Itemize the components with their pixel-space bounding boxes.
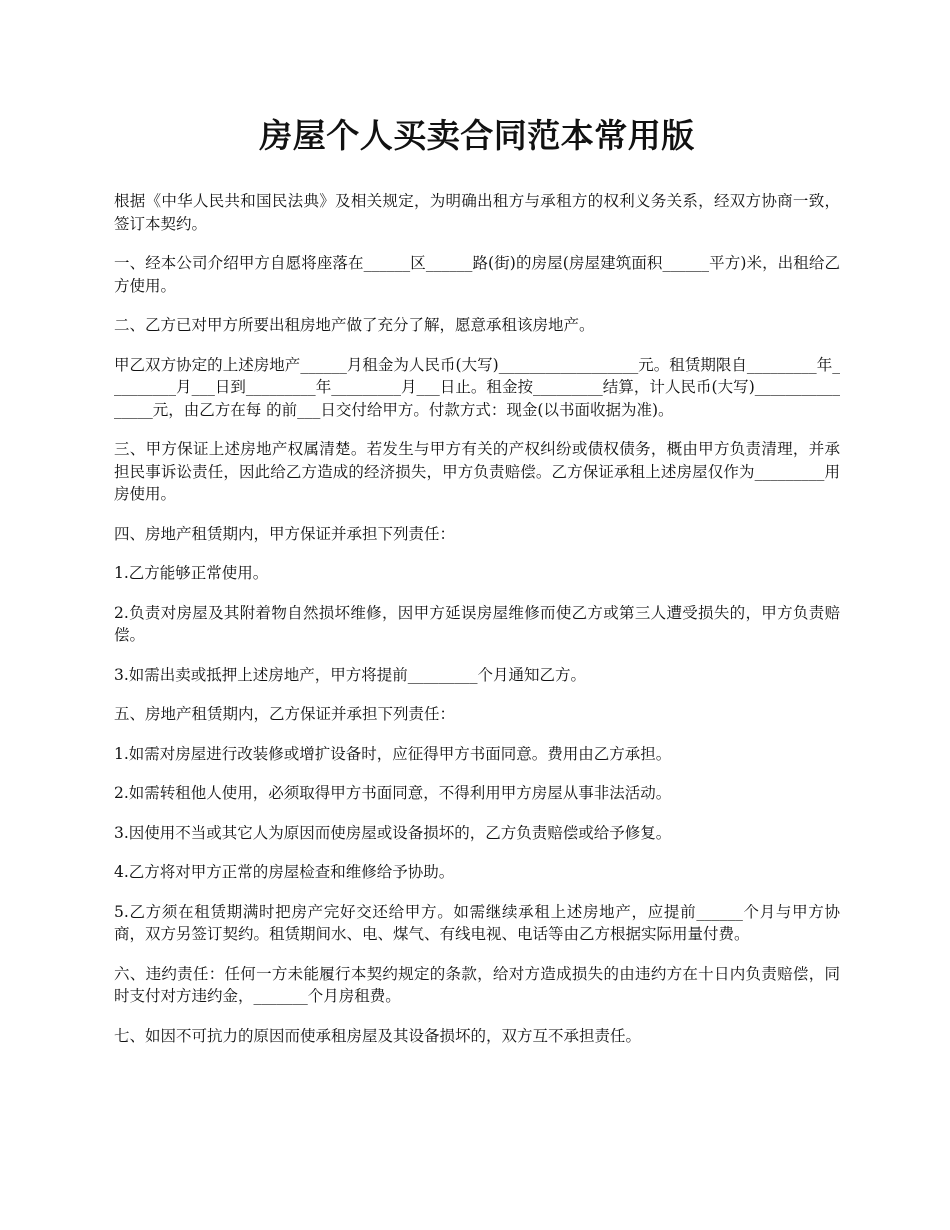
paragraph-clause-6: 六、违约责任：任何一方未能履行本契约规定的条款，给对方造成损失的由违约方在十日内负责赔偿，同时支付对方违约金，_______个月房租费。: [114, 964, 840, 1005]
paragraph-clause-5-item-3: 3.因使用不当或其它人为原因而使房屋或设备损坏的，乙方负责赔偿或给予修复。: [114, 823, 672, 842]
paragraph-clause-5-item-5: 5.乙方须在租赁期满时把房产完好交还给甲方。如需继续承租上述房地产，应提前______个月与甲方协商，双方另签订契约。租赁期间水、电、煤气、有线电视、电话等由乙方根据实际用量付费。: [114, 902, 840, 943]
paragraph-preamble: 根据《中华人民共和国民法典》及相关规定，为明确出租方与承租方的权利义务关系，经双方协商一致，签订本契约。: [114, 192, 840, 233]
document-page: [114, 112, 840, 1064]
paragraph-clause-4-item-1: 1.乙方能够正常使用。: [114, 564, 269, 582]
paragraph-clause-1: 一、经本公司介绍甲方自愿将座落在______区______路(街)的房屋(房屋建筑面积______平方)米，出租给乙方使用。: [114, 254, 840, 295]
paragraph-clause-5-item-2: 2.如需转租他人使用，必须取得甲方书面同意，不得利用甲方房屋从事非法活动。: [114, 784, 672, 802]
paragraph-clause-5-item-4: 4.乙方将对甲方正常的房屋检查和维修给予协助。: [114, 863, 455, 881]
paragraph-clause-2: 二、乙方已对甲方所要出租房地产做了充分了解，愿意承租该房地产。: [114, 316, 595, 334]
paragraph-clause-4-item-2: 2.负责对房屋及其附着物自然损坏维修，因甲方延误房屋维修而使乙方或第三人遭受损失的，甲方负责赔偿。: [114, 603, 840, 644]
paragraph-clause-3: 三、甲方保证上述房地产权属清楚。若发生与甲方有关的产权纠纷或债权债务，概由甲方负责清理，并承担民事诉讼责任，因此给乙方造成的经济损失，甲方负责赔偿。乙方保证承租上述房屋仅作为_________用房使用。: [114, 440, 840, 503]
paragraph-clause-5-item-1: 1.如需对房屋进行改装修或增扩设备时，应征得甲方书面同意。费用由乙方承担。: [114, 744, 672, 763]
paragraph-clause-4-heading: 四、房地产租赁期内，甲方保证并承担下列责任：: [114, 524, 456, 543]
paragraph-clause-7: 七、如因不可抗力的原因而使承租房屋及其设备损坏的，双方互不承担责任。: [114, 1026, 642, 1045]
paragraph-clause-5-heading: 五、房地产租赁期内，乙方保证并承担下列责任：: [114, 705, 456, 723]
paragraph-rent-terms: 甲乙双方协定的上述房地产______月租金为人民币(大写)__________________元。租赁期限自_________年_________月___日到_________年_________月___日止。租金按_________结算，计人民币(大写)________________元，由乙方在每 的前___日交付给甲方。付款方式：现金(以书面收据为准)。: [114, 355, 840, 419]
document-title: 房屋个人买卖合同范本常用版: [259, 116, 695, 155]
paragraph-clause-4-item-3: 3.如需出卖或抵押上述房地产，甲方将提前_________个月通知乙方。: [114, 665, 587, 684]
